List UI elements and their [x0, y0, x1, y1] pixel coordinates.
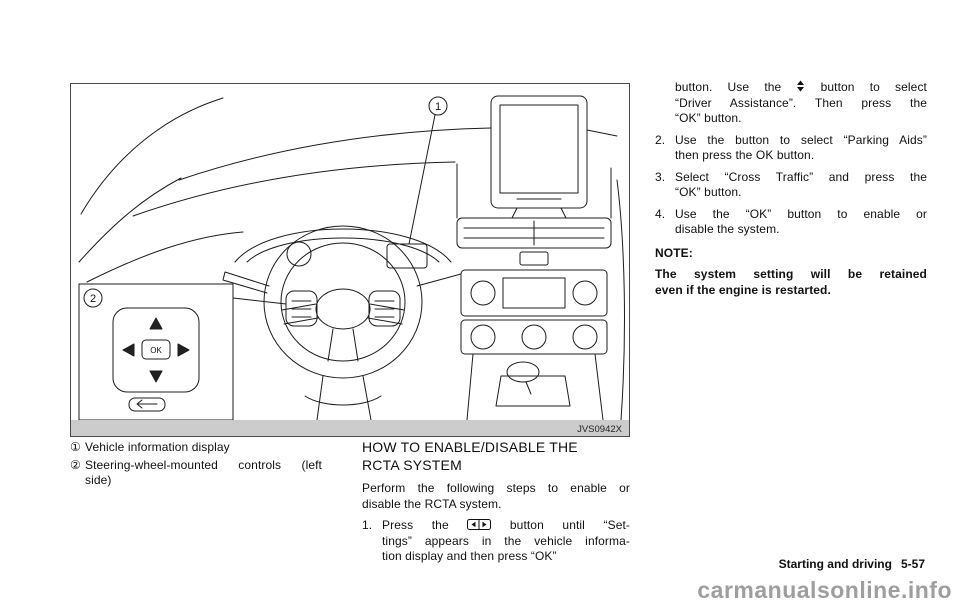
footer-section-title: Starting and driving	[778, 557, 892, 571]
callout-1-leader	[409, 115, 435, 244]
vehicle-information-display	[387, 244, 427, 268]
step-3	[655, 170, 927, 201]
steering-wheel	[223, 226, 461, 420]
legend-item-2-line-1: Steering-wheel-mounted controls (left	[85, 457, 322, 472]
step-1-line-2: tings” appears in the vehicle informa-	[382, 533, 630, 548]
dashboard-figure	[70, 83, 630, 437]
step-1-number: 1.	[362, 518, 373, 532]
center-display-screen	[491, 96, 587, 218]
figure-code: JVS0942X	[577, 424, 622, 435]
step-1-line-1	[382, 518, 630, 534]
watermark: carmanualsonline.info	[697, 577, 952, 603]
ok-button-label: OK	[150, 346, 162, 355]
section-intro	[362, 481, 630, 512]
step-2-number: 2.	[655, 132, 666, 147]
note-text	[655, 267, 927, 298]
callout-2-leader	[233, 298, 286, 304]
instructions-column	[655, 80, 927, 298]
note-line-1: The system setting will be retained	[655, 267, 927, 281]
instrument-cluster	[235, 229, 451, 268]
note-label: NOTE:	[655, 245, 693, 260]
footer-page-number: 5-57	[900, 557, 925, 571]
step-1	[362, 518, 630, 565]
intro-line-2: disable the RCTA system.	[362, 496, 502, 511]
legend-item-2-line-2: side)	[85, 473, 112, 487]
step-1-line-3: tion display and then press “OK”	[382, 549, 557, 563]
step-3-line-2: “OK” button.	[675, 185, 742, 199]
continuation-line-1	[675, 80, 927, 96]
page-footer	[779, 557, 925, 571]
step-1-line-1-post: button until “Set-	[509, 518, 631, 532]
step-2-line-2: then press the OK button.	[675, 148, 815, 162]
up-down-button-icon	[796, 80, 805, 92]
step-4	[655, 207, 927, 238]
section-heading	[362, 438, 630, 474]
center-stack	[457, 218, 611, 420]
legend-item-2	[70, 458, 322, 489]
figure-code-bar	[71, 420, 629, 436]
step-3-number: 3.	[655, 169, 666, 184]
step-4-line-1: Use the “OK” button to enable or	[675, 206, 927, 221]
legend-callout-2: ②	[70, 457, 81, 472]
callout-2-number: 2	[89, 293, 97, 305]
section-heading-line-1: HOW TO ENABLE/DISABLE THE	[362, 439, 578, 455]
continuation-line-2: “Driver Assistance”. Then press the	[675, 95, 927, 110]
continuation-line-3: “OK” button.	[675, 111, 742, 125]
step-1-line-1-pre: Press the	[382, 518, 449, 532]
legend-item-1-text: Vehicle information display	[85, 440, 230, 454]
step-3-line-1: Select “Cross Traffic” and press the	[675, 169, 927, 184]
callout-2	[84, 289, 102, 307]
steering-controls-inset	[79, 284, 286, 420]
step-1-continuation	[675, 80, 927, 127]
figure-legend	[70, 440, 322, 489]
legend-item-1	[70, 440, 322, 456]
step-2	[655, 133, 927, 164]
continuation-line-1-post: button to select	[820, 80, 927, 94]
step-4-number: 4.	[655, 206, 666, 221]
step-4-line-2: disable the system.	[675, 222, 780, 236]
continuation-line-1-pre: button. Use the	[675, 80, 782, 94]
step-2-line-1: Use the button to select “Parking Aids”	[675, 132, 927, 147]
legend-callout-1: ①	[70, 440, 81, 454]
note-line-2: even if the engine is restarted.	[655, 282, 831, 297]
dashboard-illustration	[71, 84, 629, 436]
left-right-button-icon	[467, 519, 491, 530]
section-heading-line-2: RCTA SYSTEM	[362, 457, 462, 473]
howto-section	[362, 438, 630, 565]
intro-line-1: Perform the following steps to enable or	[362, 481, 630, 495]
callout-1-number: 1	[434, 101, 442, 113]
callout-1	[429, 97, 447, 115]
